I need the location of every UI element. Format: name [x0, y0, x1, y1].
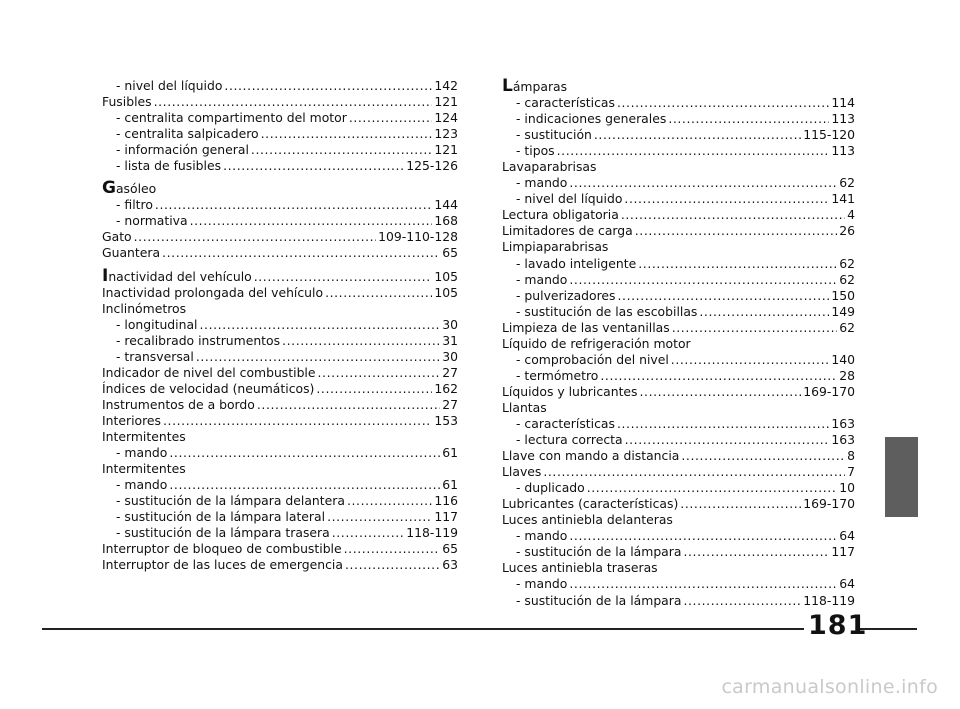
entry-page: 169-170: [803, 383, 855, 399]
entry-term: Llaves: [502, 464, 542, 480]
entry-page: 124: [434, 110, 458, 126]
entry-page: 114: [831, 95, 855, 111]
index-subentry: [502, 544, 855, 560]
index-entry: [102, 365, 458, 381]
index-entry: [102, 413, 458, 429]
index-entry: [102, 381, 458, 397]
index-heading: Luces antiniebla traseras: [502, 560, 658, 576]
index-subentry: [502, 480, 855, 496]
dot-leader: [680, 496, 801, 512]
index-heading: Llantas: [502, 399, 547, 415]
entry-page: 153: [434, 412, 458, 428]
entry-term: Guantera: [102, 245, 161, 261]
entry-term: - lectura correcta: [516, 432, 623, 448]
dot-leader: [617, 416, 829, 432]
dot-leader: [569, 272, 837, 288]
dot-leader: [569, 576, 837, 592]
dot-leader: [345, 557, 440, 573]
index-subentry: [102, 142, 458, 158]
index-column-right: [502, 78, 855, 609]
index-subentry: [102, 349, 458, 365]
entry-term: - características: [516, 95, 615, 111]
index-entry: [102, 397, 458, 413]
dot-leader: [671, 352, 830, 368]
entry-page: 26: [839, 223, 855, 239]
dot-leader: [332, 525, 405, 541]
dot-leader: [625, 432, 830, 448]
entry-term: - recalibrado instrumentos: [116, 332, 281, 348]
entry-term: [102, 265, 252, 286]
entry-term: - sustitución de la lámpara delantera: [116, 493, 345, 509]
dot-leader: [587, 480, 837, 496]
footer-rule-left: [42, 628, 804, 630]
index-heading: Intermitentes: [102, 461, 186, 477]
entry-term: Llave con mando a distancia: [502, 448, 680, 464]
dot-leader: [624, 191, 829, 207]
entry-page: 115-120: [803, 127, 855, 143]
section-initial: I: [102, 265, 109, 286]
entry-page: 27: [442, 364, 458, 380]
entry-page: 169-170: [803, 496, 855, 512]
entry-page: 163: [831, 432, 855, 448]
dot-leader: [169, 477, 440, 493]
dot-leader: [261, 126, 433, 142]
index-heading: Luces antiniebla delanteras: [502, 512, 673, 528]
dot-leader: [325, 285, 432, 301]
entry-page: 113: [831, 111, 855, 127]
dot-leader: [327, 509, 432, 525]
entry-page: 144: [434, 197, 458, 213]
dot-leader: [254, 269, 433, 285]
entry-term: Inactividad prolongada del vehículo: [102, 284, 324, 300]
index-subentry: [102, 126, 458, 142]
entry-page: 105: [434, 268, 458, 284]
dot-leader: [594, 127, 801, 143]
entry-term: - longitudinal: [116, 316, 198, 332]
entry-term: Limitadores de carga: [502, 223, 633, 239]
index-entry: [502, 464, 855, 480]
section-initial: G: [102, 178, 116, 199]
index-subentry: [102, 78, 458, 94]
entry-term: Instrumentos de a bordo: [102, 396, 255, 412]
entry-term: - nivel del líquido: [516, 191, 623, 207]
index-subentry: [102, 445, 458, 461]
dot-leader: [635, 223, 837, 239]
index-entry: [102, 557, 458, 573]
entry-page: 125-126: [406, 158, 458, 174]
dot-leader: [621, 207, 845, 223]
dot-leader: [223, 158, 404, 174]
index-subentry: [502, 143, 855, 159]
entry-term: Gato: [102, 229, 132, 245]
entry-page: 10: [839, 480, 855, 496]
entry-page: 117: [831, 544, 855, 560]
dot-leader: [557, 143, 830, 159]
dot-leader: [347, 493, 432, 509]
entry-term: - filtro: [116, 197, 153, 213]
index-subentry: [102, 333, 458, 349]
index-entry: [502, 384, 855, 400]
entry-page: 62: [839, 319, 855, 335]
entry-term: Índices de velocidad (neumáticos): [102, 380, 315, 396]
entry-term: - características: [516, 415, 615, 431]
dot-leader: [134, 229, 376, 245]
dot-leader: [640, 384, 802, 400]
index-entry: [102, 245, 458, 261]
dot-leader: [190, 213, 433, 229]
index-subentry: [102, 525, 458, 541]
section-tab-marker: [885, 437, 918, 517]
entry-term: - mando: [516, 528, 568, 544]
index-subentry: [502, 256, 855, 272]
section-heading-text: asóleo: [115, 181, 157, 197]
entry-term: - sustitución de la lámpara lateral: [116, 509, 326, 525]
entry-term: - mando: [516, 576, 568, 592]
index-subentry: [102, 110, 458, 126]
entry-page: 116: [434, 493, 458, 509]
dot-leader: [169, 445, 440, 461]
entry-page: 27: [442, 396, 458, 412]
index-subentry: [102, 158, 458, 174]
index-column-left: [102, 78, 458, 573]
entry-page: 123: [434, 126, 458, 142]
entry-page: 113: [831, 143, 855, 159]
dot-leader: [683, 544, 829, 560]
index-entry: [102, 229, 458, 245]
dot-leader: [683, 593, 801, 609]
dot-leader: [251, 142, 432, 158]
dot-leader: [349, 110, 433, 126]
page-number: 181: [808, 610, 868, 641]
entry-page: 142: [434, 78, 458, 93]
section-initial: L: [502, 76, 513, 96]
index-subentry: [502, 368, 855, 384]
index-heading: Inclinómetros: [102, 300, 187, 316]
entry-term: Lectura obligatoria: [502, 207, 619, 223]
dot-leader: [196, 349, 440, 365]
entry-page: 65: [442, 541, 458, 557]
entry-term: Fusibles: [102, 94, 152, 110]
index-subentry: [502, 111, 855, 127]
entry-term: Lubricantes (características): [502, 496, 679, 512]
entry-term: - mando: [116, 445, 168, 461]
entry-term: - mando: [116, 477, 168, 493]
entry-term: - sustitución de la lámpara: [516, 592, 682, 608]
dot-leader: [668, 111, 829, 127]
entry-page: 61: [442, 477, 458, 493]
index-entry: [502, 207, 855, 223]
index-subentry: [102, 197, 458, 213]
dot-leader: [155, 197, 432, 213]
entry-page: 162: [434, 380, 458, 396]
index-entry: [502, 320, 855, 336]
index-subentry: [502, 272, 855, 288]
entry-page: 31: [442, 332, 458, 348]
index-section-heading: [502, 78, 855, 95]
entry-term: - centralita compartimento del motor: [116, 110, 347, 126]
index-entry: [502, 448, 855, 464]
entry-term: - nivel del líquido: [116, 78, 223, 93]
entry-page: 141: [831, 191, 855, 207]
dot-leader: [162, 245, 440, 261]
index-subentry: [502, 432, 855, 448]
entry-term: - sustitución de la lámpara trasera: [116, 525, 330, 541]
dot-leader: [154, 94, 433, 110]
entry-page: 30: [442, 316, 458, 332]
entry-term: - información general: [116, 142, 249, 158]
dot-leader: [318, 365, 441, 381]
index-subentry: [502, 175, 855, 191]
entry-term: - lista de fusibles: [116, 158, 222, 174]
dot-leader: [672, 320, 837, 336]
entry-page: 121: [434, 142, 458, 158]
index-subentry: [502, 127, 855, 143]
entry-page: 63: [442, 557, 458, 573]
entry-term: - mando: [516, 271, 568, 287]
index-subentry: [502, 416, 855, 432]
entry-page: 109-110-128: [378, 229, 458, 245]
entry-page: 62: [839, 175, 855, 191]
dot-leader: [617, 95, 829, 111]
entry-page: 168: [434, 213, 458, 229]
index-subentry: [102, 493, 458, 509]
entry-term: - tipos: [516, 143, 555, 159]
index-subentry: [502, 95, 855, 111]
entry-page: 64: [839, 528, 855, 544]
entry-page: 4: [847, 207, 855, 223]
dot-leader: [618, 288, 830, 304]
entry-page: 150: [831, 287, 855, 303]
entry-term: - centralita salpicadero: [116, 126, 259, 142]
entry-page: 117: [434, 509, 458, 525]
entry-page: 65: [442, 245, 458, 261]
dot-leader: [600, 368, 837, 384]
entry-page: 118-119: [406, 525, 458, 541]
section-heading-text: ámparas: [512, 79, 568, 94]
index-section-heading: [102, 180, 458, 197]
entry-term-rest: nactividad del vehículo: [108, 268, 252, 284]
index-subentry: [102, 317, 458, 333]
dot-leader: [569, 175, 837, 191]
entry-page: 7: [847, 464, 855, 480]
dot-leader: [543, 464, 845, 480]
dot-leader: [316, 381, 432, 397]
index-entry: [102, 94, 458, 110]
dot-leader: [163, 413, 432, 429]
entry-page: 62: [839, 255, 855, 271]
index-subentry: [502, 304, 855, 320]
entry-term: - normativa: [116, 213, 188, 229]
entry-page: 121: [434, 94, 458, 110]
entry-term: - sustitución: [516, 127, 592, 143]
index-entry: [102, 285, 458, 301]
entry-term: - pulverizadores: [516, 287, 616, 303]
entry-term: - mando: [516, 175, 568, 191]
index-subentry: [502, 593, 855, 609]
entry-term: - duplicado: [516, 480, 585, 496]
index-entry: [102, 265, 458, 286]
watermark-text: carmanualsonline.info: [721, 676, 938, 698]
index-entry: [102, 541, 458, 557]
dot-leader: [282, 333, 440, 349]
entry-term: Indicador de nivel del combustible: [102, 364, 316, 380]
dot-leader: [200, 317, 441, 333]
entry-term: - transversal: [116, 348, 194, 364]
index-subentry: [102, 477, 458, 493]
index-subentry: [502, 352, 855, 368]
entry-term: - comprobación del nivel: [516, 351, 669, 367]
entry-page: 140: [831, 351, 855, 367]
index-heading: Intermitentes: [102, 428, 186, 444]
entry-term: Líquidos y lubricantes: [502, 383, 638, 399]
index-subentry: [102, 509, 458, 525]
dot-leader: [638, 256, 837, 272]
index-subentry: [502, 576, 855, 592]
index-entry: [502, 496, 855, 512]
entry-term: - sustitución de las escobillas: [516, 303, 698, 319]
dot-leader: [699, 304, 829, 320]
entry-page: 149: [831, 303, 855, 319]
entry-page: 28: [839, 367, 855, 383]
index-subentry: [102, 213, 458, 229]
entry-page: 61: [442, 445, 458, 461]
index-entry: [502, 223, 855, 239]
index-heading: Líquido de refrigeración motor: [502, 335, 691, 351]
index-heading: Lavaparabrisas: [502, 159, 597, 175]
entry-page: 8: [847, 448, 855, 464]
entry-term: Interruptor de las luces de emergencia: [102, 557, 343, 573]
entry-term: - lavado inteligente: [516, 255, 637, 271]
entry-term: - sustitución de la lámpara: [516, 544, 682, 560]
index-subentry: [502, 191, 855, 207]
entry-term: - termómetro: [516, 367, 599, 383]
entry-page: 30: [442, 348, 458, 364]
dot-leader: [224, 78, 432, 94]
entry-page: 64: [839, 576, 855, 592]
entry-term: Interruptor de bloqueo de combustible: [102, 541, 342, 557]
footer-rule-right: [860, 628, 917, 630]
dot-leader: [681, 448, 845, 464]
index-subentry: [502, 288, 855, 304]
dot-leader: [257, 397, 440, 413]
entry-page: 118-119: [803, 592, 855, 608]
dot-leader: [344, 541, 441, 557]
dot-leader: [569, 528, 837, 544]
entry-term: Interiores: [102, 412, 162, 428]
index-heading: Limpiaparabrisas: [502, 239, 609, 255]
entry-term: Limpieza de las ventanillas: [502, 319, 670, 335]
entry-page: 163: [831, 415, 855, 431]
entry-page: 62: [839, 271, 855, 287]
entry-page: 105: [434, 284, 458, 300]
index-subentry: [502, 528, 855, 544]
entry-term: - indicaciones generales: [516, 111, 667, 127]
